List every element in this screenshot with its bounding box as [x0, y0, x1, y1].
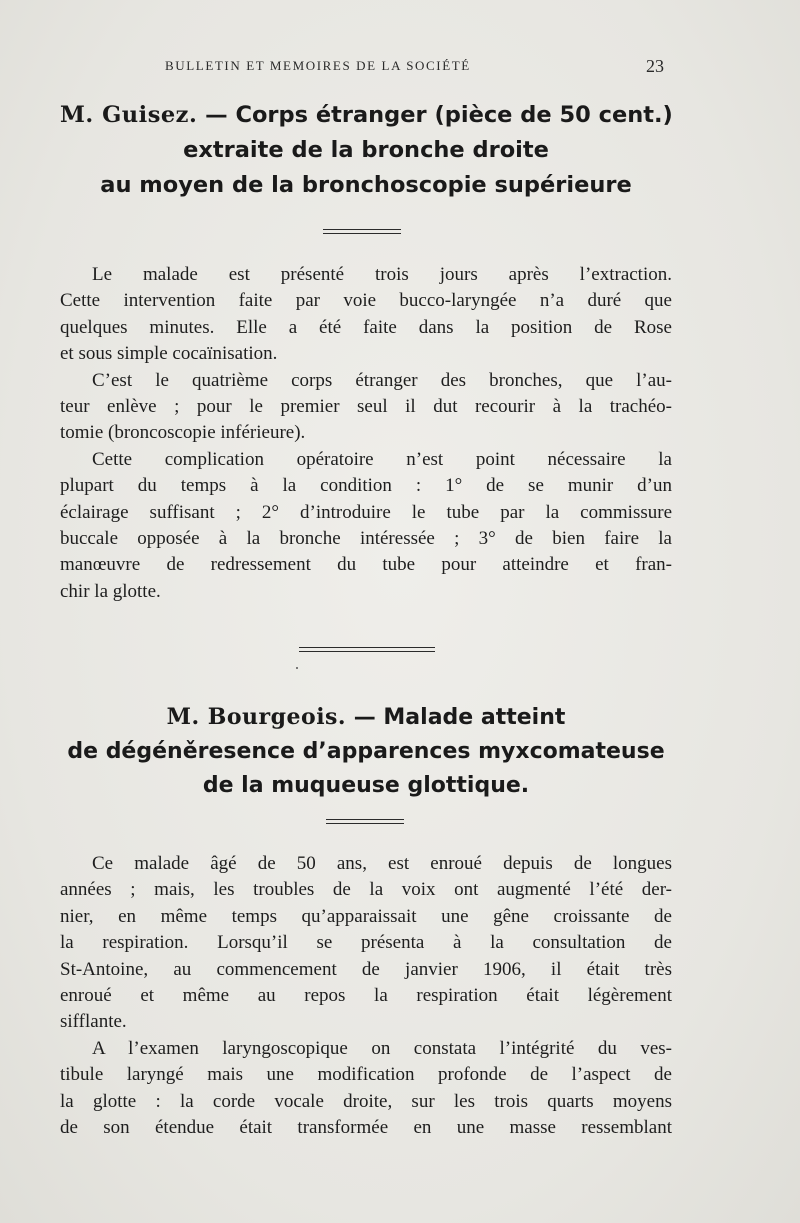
paragraph: [60, 262, 672, 368]
text-line: chir la glotte.: [60, 580, 161, 602]
text-line: Le malade est présenté trois jours après l’extraction.: [92, 264, 672, 285]
text-line: buccale opposée à la bronche intéressée ; 3° de bien faire la: [60, 528, 672, 550]
title-1-line-2: extraite de la bronche droite: [183, 137, 549, 163]
text-line: C’est le quatrième corps étranger des bronches, que l’au-: [92, 369, 672, 391]
paragraph: [60, 851, 672, 1036]
text-line: nier, en même temps qu’apparaissait une gêne croissante de: [60, 905, 672, 927]
print-speck: [296, 667, 298, 669]
separator-rule-2: [299, 647, 435, 652]
title-1-line-1-text: — Corps étranger (pièce de 50 cent.): [197, 102, 673, 128]
text-line: St-Antoine, au commencement de janvier 1906, il était très: [60, 958, 672, 980]
text-line: et sous simple cocaïnisation.: [60, 343, 278, 365]
text-line: manœuvre de redressement du tube pour atteindre et fran-: [60, 554, 672, 576]
article-title-2: [60, 700, 672, 803]
title-2-line-1: [60, 700, 672, 735]
author-2: M. Bourgeois.: [166, 704, 347, 730]
text-line: sifflante.: [60, 1011, 127, 1033]
running-head: BULLETIN ET MEMOIRES DE LA SOCIÉTÉ: [165, 58, 471, 73]
separator-rule-3: [326, 819, 404, 824]
title-2-line-1-text: — Malade atteint: [346, 705, 566, 730]
article-2-body: [60, 851, 672, 1141]
text-line: tomie (broncoscopie inférieure).: [60, 422, 306, 444]
text-line: tibule laryngé mais une modification profonde de l’aspect de: [60, 1064, 672, 1086]
text-line: la glotte : la corde vocale droite, sur les trois quarts moyens: [60, 1090, 672, 1112]
page-number: 23: [646, 56, 664, 76]
text-line: quelques minutes. Elle a été faite dans la position de Rose: [60, 316, 672, 338]
author-1: M. Guisez.: [60, 102, 198, 128]
title-2-line-3: de la muqueuse glottique.: [202, 773, 530, 798]
text-line: la respiration. Lorsqu’il se présenta à la consultation de: [60, 932, 672, 954]
article-1-body: [60, 262, 672, 605]
title-1-line-3: au moyen de la bronchoscopie supérieure: [100, 172, 632, 198]
text-line: années ; mais, les troubles de la voix ont augmenté l’été der-: [60, 879, 672, 901]
text-line: plupart du temps à la condition : 1° de se munir d’un: [60, 475, 672, 497]
title-2-line-2: de dégéněresence d’apparences myxcomateuse: [67, 739, 665, 764]
text-line: teur enlève ; pour le premier seul il dut recourir à la trachéo-: [60, 396, 672, 418]
text-line: enroué et même au repos la respiration était légèrement: [60, 985, 672, 1007]
text-line: de son étendue était transformée en une masse ressemblant: [60, 1117, 672, 1139]
article-title-1: [60, 98, 672, 203]
separator-rule-1: [323, 229, 401, 234]
paragraph: [60, 447, 672, 605]
text-line: A l’examen laryngoscopique on constata l’intégrité du ves-: [92, 1037, 672, 1059]
title-1-line-1: [60, 98, 672, 133]
paragraph: [60, 1036, 672, 1142]
text-line: éclairage suffisant ; 2° d’introduire le tube par la commissure: [60, 501, 672, 523]
paragraph: [60, 368, 672, 447]
text-line: Cette complication opératoire n’est point nécessaire la: [92, 448, 672, 470]
text-line: Cette intervention faite par voie bucco-laryngée n’a duré que: [60, 290, 672, 312]
text-line: Ce malade âgé de 50 ans, est enroué depuis de longues: [92, 853, 672, 874]
